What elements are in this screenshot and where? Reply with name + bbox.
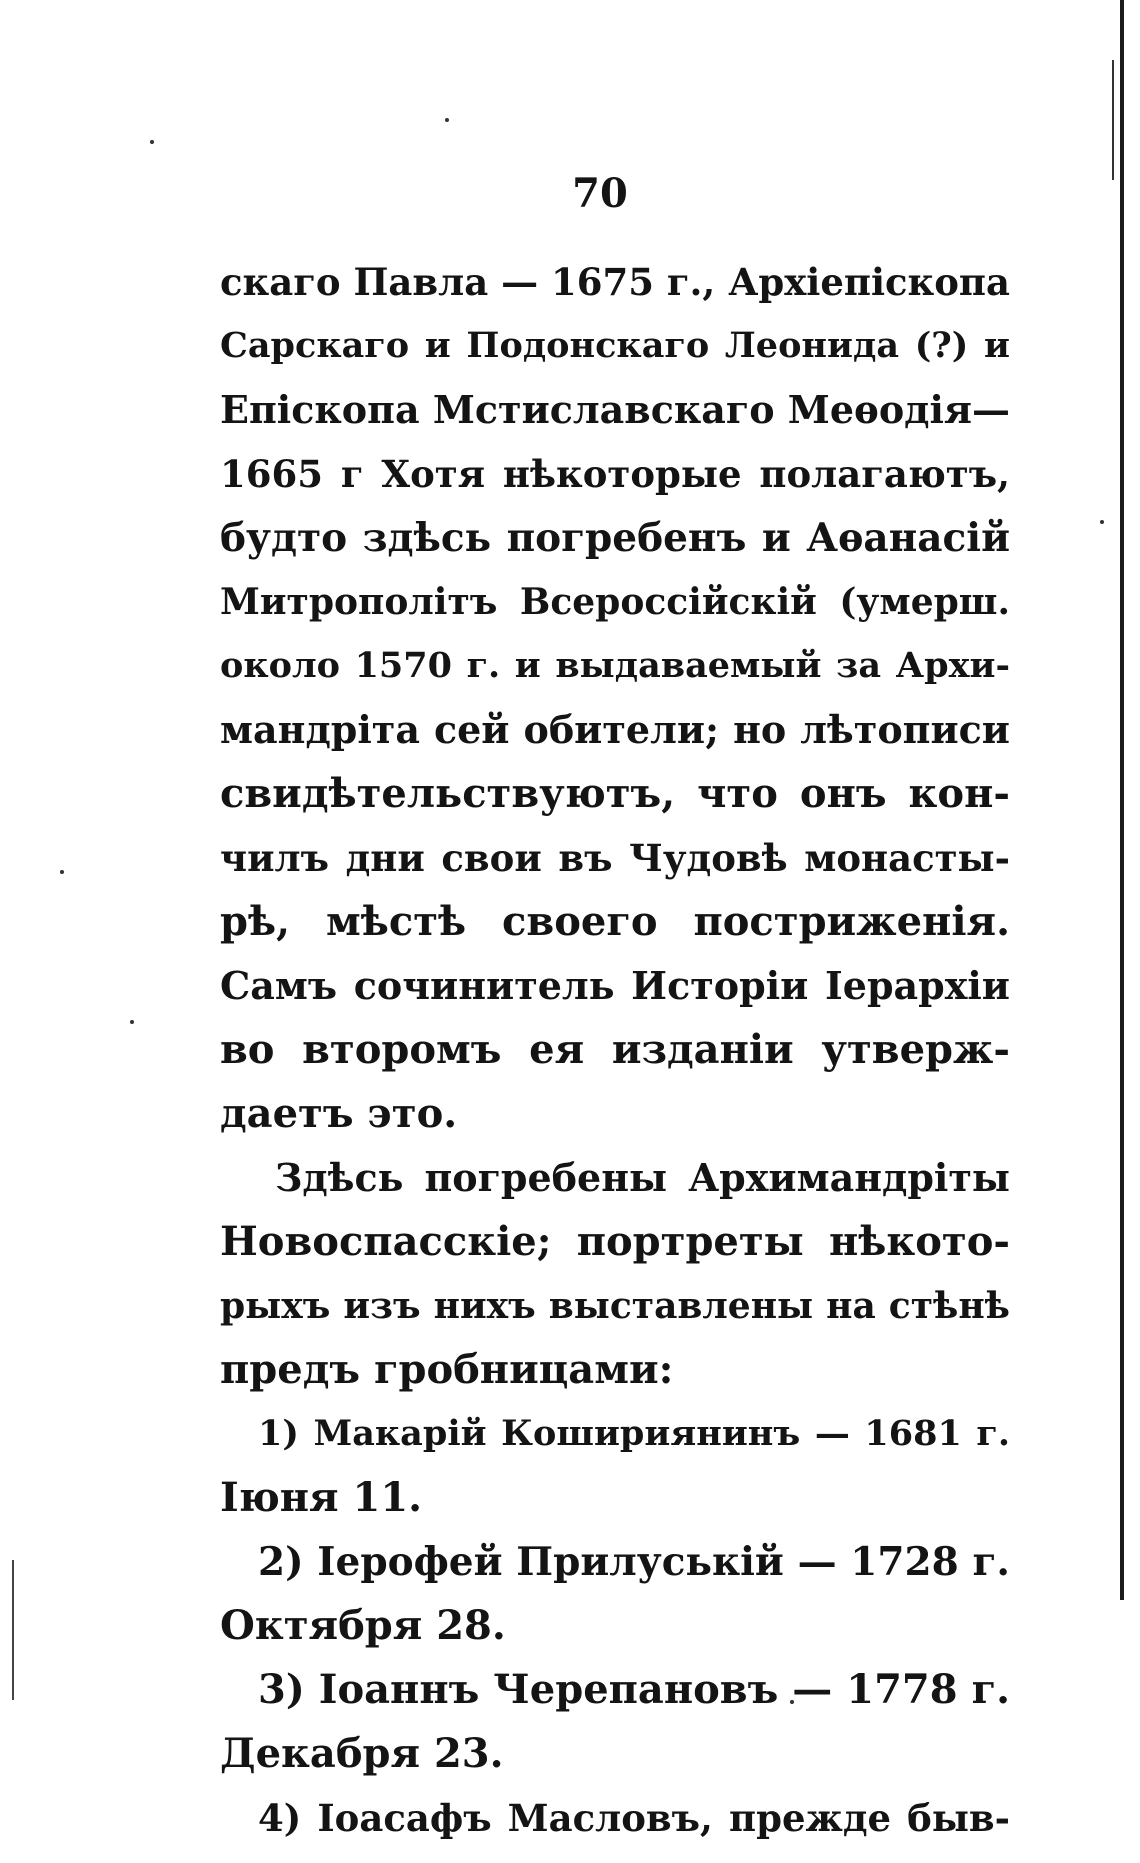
text-line: 2) Іерофей Прилуській — 1728 г. [258, 1539, 1010, 1585]
print-speck [1100, 520, 1104, 524]
page-edge-mark-left [12, 1560, 14, 1700]
text-line: 4) Іоасафъ Масловъ, прежде быв- [258, 1796, 1010, 1840]
text-line: Епіскопа Мстиславскаго Меѳодія— [220, 387, 1010, 432]
text-line: Новоспасскіе; портреты нѣкото- [220, 1218, 1010, 1265]
text-line: даетъ это. [220, 1090, 458, 1137]
text-line: Здѣсь погребены Архимандріты [275, 1155, 1010, 1200]
body-text [220, 250, 1010, 1850]
print-speck [60, 870, 64, 874]
text-line: предъ гробницами: [220, 1346, 674, 1393]
text-line: скаго Павла — 1675 г., Архіепіскопа [220, 260, 1010, 304]
text-line: мандріта сей обители; но лѣтописи [220, 707, 1010, 752]
text-line: 1) Макарій Кошириянинъ — 1681 г. [258, 1413, 1010, 1454]
text-line: чилъ дни свои въ Чудовѣ монасты- [220, 836, 1010, 880]
text-line: около 1570 г. и выдаваемый за Архи- [220, 645, 1010, 686]
print-speck [130, 1020, 134, 1024]
text-line: Митрополітъ Всероссійскій (умерш. [220, 581, 1010, 623]
page-edge-shadow [1120, 0, 1124, 1600]
print-speck [445, 118, 449, 122]
text-line: будто здѣсь погребенъ и Аѳанасій [220, 515, 1010, 561]
text-line: свидѣтельствуютъ, что онъ кон- [220, 770, 1010, 817]
text-line: 3) Іоаннъ Черепановъ — 1778 г. [258, 1666, 1010, 1713]
text-line: Іюня 11. [220, 1474, 423, 1521]
text-line: рыхъ изъ нихъ выставлены на стѣнѣ [220, 1285, 1010, 1327]
text-line: Декабря 23. [220, 1730, 504, 1777]
text-line: Октября 28. [220, 1602, 506, 1649]
page-number: 70 [572, 170, 628, 217]
text-line: рѣ, мѣстѣ своего постриженія. [220, 898, 1010, 945]
text-line: во второмъ ея изданіи утверж- [220, 1026, 1010, 1073]
text-line: Самъ сочинитель Исторіи Іерархіи [220, 963, 1010, 1008]
print-speck [150, 140, 154, 144]
page-edge-mark [1112, 60, 1114, 180]
text-line: 1665 г Хотя нѣкоторые полагаютъ, [220, 452, 1010, 496]
text-line: Сарскаго и Подонскаго Леонида (?) и [220, 325, 1010, 366]
